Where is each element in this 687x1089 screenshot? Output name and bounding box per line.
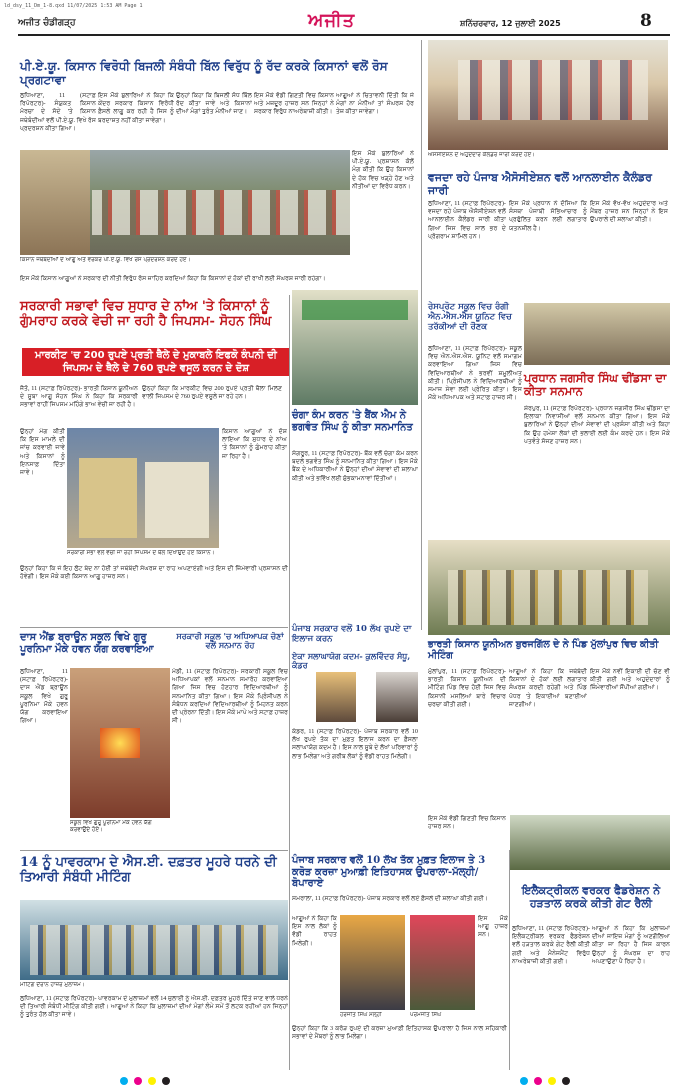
body-bku-4: ਇਸ ਮੌਕੇ ਵੱਡੀ ਗਿਣਤੀ ਵਿਚ ਕਿਸਾਨ ਹਾਜ਼ਰ ਸਨ। — [428, 815, 506, 831]
headline-gypsum: ਸਰਕਾਰੀ ਸਭਾਵਾਂ ਵਿਚ ਸੁਧਾਰ ਦੇ ਨਾਂਅ 'ਤੇ ਕਿਸਾਨਾਂ ਨੂੰ ਗੁੰਮਰਾਹ ਕਰਕੇ ਵੇਚੀ ਜਾ ਰਹੀ ਹੈ ਜਿਪਸਮ- ਸੋਹਨ ਸਿੰਘ — [20, 299, 272, 329]
headline-bku-meeting: ਭਾਰਤੀ ਕਿਸਾਨ ਯੂਨੀਅਨ ਬੁਰਜਗਿੱਲ ਦੇ ਨੇ ਪਿੰਡ ਮੁੱਲਾਂਪੁਰ ਵਿਚ ਕੀਤੀ ਮੀਟਿੰਗ — [428, 639, 659, 661]
body-calendar-1: ਲੁਧਿਆਣਾ, 11 (ਸਟਾਫ਼ ਰਿਪੋਰਟਰ)- ਵਜਦਾ ਰਹੇ ਪੰਜਾਬ ਐਸੋਸੀਏਸ਼ਨ ਵਲੋਂ ਆਨਲਾਈਨ ਕੈਲੰਡਰ ਜਾਰੀ ਕੀਤਾ ਗਿਆ ਜਿਸ ਵਿਚ ਸਾਲ ਭਰ ਦੇ ਪ੍ਰੋਗਰਾਮ ਸ਼ਾਮਿਲ ਹਨ। — [428, 200, 506, 240]
body-free-treatment-1: ਆਗੂਆਂ ਨੇ ਕਿਹਾ ਕਿ ਇਸ ਨਾਲ ਲੋਕਾਂ ਨੂੰ ਵੱਡੀ ਰਾਹਤ ਮਿਲੇਗੀ। — [292, 915, 337, 947]
caption-calendar: ਐਸੋਸੀਏਸ਼ਨ ਦੇ ਅਹੁਦੇਦਾਰ ਕੈਲੰਡਰ ਜਾਰੀ ਕਰਦੇ ਹੋਏ। — [428, 152, 535, 158]
headline-treatment: ਪੰਜਾਬ ਸਰਕਾਰ ਵਲੋਂ 10 ਲੱਖ ਰੁਪਏ ਦਾ ਇਲਾਜ ਕਰਨ — [292, 624, 412, 644]
body-school-honor: ਮੰਡੀ, 11 (ਸਟਾਫ਼ ਰਿਪੋਰਟਰ)- ਸਰਕਾਰੀ ਸਕੂਲ ਵਿਚ ਅਧਿਆਪਕਾਂ ਵਲੋਂ ਸਨਮਾਨ ਸਮਾਰੋਹ ਕਰਵਾਇਆ ਗਿਆ ਜਿਸ ਵਿਚ ਹੋਣਹਾਰ ਵਿਦਿਆਰਥੀਆਂ ਨੂੰ ਸਨਮਾਨਿਤ ਕੀਤਾ ਗਿਆ। ਇਸ ਮੌਕੇ ਪ੍ਰਿੰਸੀਪਲ ਨੇ ਸੰਬੋਧਨ ਕਰਦਿਆਂ ਵਿਦਿਆਰਥੀਆਂ ਨੂੰ ਮਿਹਨਤ ਕਰਨ ਦੀ ਪ੍ਰੇਰਨਾ ਦਿੱਤੀ। ਇਸ ਮੌਕੇ ਮਾਪੇ ਅਤੇ ਸਟਾਫ਼ ਹਾਜ਼ਰ ਸੀ। — [172, 668, 288, 725]
headline-dhindsa: ਪ੍ਰਧਾਨ ਜਗਸੀਰ ਸਿੰਘ ਢੀਂਡਸਾ ਦਾ ਕੀਤਾ ਸਨਮਾਨ — [524, 371, 667, 399]
headline-calendar: ਵਜਦਾ ਰਹੇ ਪੰਜਾਬ ਐਸੋਸੀਏਸ਼ਨ ਵਲੋਂ ਆਨਲਾਈਨ ਕੈਲੰਡਰ ਜਾਰੀ — [428, 171, 652, 197]
photo-gypsum-bags — [67, 428, 219, 548]
body-powercom: ਲੁਧਿਆਣਾ, 11 (ਸਟਾਫ਼ ਰਿਪੋਰਟਰ)- ਪਾਵਰਕਾਮ ਦੇ ਮੁਲਾਜ਼ਮਾਂ ਵਲੋਂ 14 ਜੁਲਾਈ ਨੂੰ ਐਸ.ਈ. ਦਫ਼ਤਰ ਮੂਹਰੇ ਦਿੱਤੇ ਜਾਣ ਵਾਲੇ ਧਰਨੇ ਦੀ ਤਿਆਰੀ ਸੰਬੰਧੀ ਮੀਟਿੰਗ ਕੀਤੀ ਗਈ। ਆਗੂਆਂ ਨੇ ਕਿਹਾ ਕਿ ਮੁਲਾਜ਼ਮਾਂ ਦੀਆਂ ਮੰਗਾਂ ਲੰਮੇ ਸਮੇਂ ਤੋਂ ਲਟਕ ਰਹੀਆਂ ਹਨ ਜਿਨ੍ਹਾਂ ਨੂੰ ਤੁਰੰਤ ਹੱਲ ਕੀਤਾ ਜਾਵੇ। — [20, 995, 288, 1019]
caption-pau: ਕਿਸਾਨ ਜਥੇਬੰਦੀਆਂ ਦੇ ਆਗੂ ਅਤੇ ਵਰਕਰ ਪੀ.ਏ.ਯੂ. ਵਿਖੇ ਰੋਸ ਪ੍ਰਦਰਸ਼ਨ ਕਰਦੇ ਹੋਏ। — [20, 257, 191, 263]
cyan-mark — [120, 1077, 128, 1085]
magenta-mark-right — [534, 1077, 542, 1085]
caption-boparai: ਪਰਮਜੀਤ ਸਿੰਘ — [410, 1012, 442, 1018]
column-divider — [421, 40, 422, 630]
body-gypsum-5: ਉਨ੍ਹਾਂ ਕਿਹਾ ਕਿ ਜੇ ਇਹ ਲੁੱਟ ਬੰਦ ਨਾ ਹੋਈ ਤਾਂ ਜਥੇਬੰਦੀ ਸੰਘਰਸ਼ ਦਾ ਰਾਹ ਅਪਣਾਏਗੀ ਅਤੇ ਇਸ ਦੀ ਜ਼ਿੰਮੇਵਾਰੀ ਪ੍ਰਸ਼ਾਸਨ ਦੀ ਹੋਵੇਗੀ। ਇਸ ਮੌਕੇ ਕਈ ਕਿਸਾਨ ਆਗੂ ਹਾਜ਼ਰ ਸਨ। — [20, 565, 288, 581]
page-slug: ld_dsy_11_Dm_1-8.qxd 11/07/2025 1:53 AM Page 1 — [4, 3, 143, 9]
body-col-3: ਉਨ੍ਹਾਂ ਕਿਹਾ ਕਿ ਬਿਜਲੀ ਸੋਧ ਬਿੱਲ ਰੱਦ ਕੀਤਾ ਜਾਵੇ ਅਤੇ ਕਿਸਾਨਾਂ ਦੀਆਂ ਮੰਗਾਂ ਤੁਰੰਤ ਮੰਨੀਆਂ ਜਾਣ। — [176, 92, 252, 116]
photo-banner — [302, 300, 408, 320]
body-gypsum-1: ਜੈਤੋ, 11 (ਸਟਾਫ਼ ਰਿਪੋਰਟਰ)- ਭਾਰਤੀ ਕਿਸਾਨ ਯੂਨੀਅਨ ਦੇ ਸੂਬਾ ਆਗੂ ਸੋਹਨ ਸਿੰਘ ਨੇ ਕਿਹਾ ਕਿ ਸਰਕਾਰੀ ਸਭਾਵਾਂ ਰਾਹੀਂ ਜਿਪਸਮ ਮਹਿੰਗੇ ਭਾਅ ਵੇਚੀ ਜਾ ਰਹੀ ਹੈ। — [20, 385, 138, 409]
photo-calendar-release — [428, 40, 668, 150]
body-col-5: ਆਗੂਆਂ ਨੇ ਚਿਤਾਵਨੀ ਦਿੱਤੀ ਕਿ ਜੇ ਮੰਗਾਂ ਨਾ ਮੰਨੀਆਂ ਤਾਂ ਸੰਘਰਸ਼ ਹੋਰ ਤੇਜ਼ ਕੀਤਾ ਜਾਵੇਗਾ। — [336, 92, 414, 116]
body-col-6: ਇਸ ਮੌਕੇ ਬੁਲਾਰਿਆਂ ਨੇ ਪੀ.ਏ.ਯੂ. ਪ੍ਰਸ਼ਾਸਨ ਕੋਲੋਂ ਮੰਗ ਕੀਤੀ ਕਿ ਉਹ ਕਿਸਾਨਾਂ ਦੇ ਹੱਕ ਵਿਚ ਖੜ੍ਹੇ ਹੋਣ ਅਤੇ ਨੀਤੀਆਂ ਦਾ ਵਿਰੋਧ ਕਰਨ। — [352, 150, 414, 190]
photo-portrait-1 — [316, 672, 356, 722]
photo-dhindsa-honor — [428, 540, 670, 635]
column-divider-left — [289, 295, 290, 1070]
photo-portrait-2 — [376, 672, 418, 722]
photo-boparai — [410, 915, 475, 1010]
body-gate-rally-2: ਆਗੂਆਂ ਨੇ ਕਿਹਾ ਕਿ ਮੁਲਾਜ਼ਮਾਂ ਦੀਆਂ ਜਾਇਜ਼ ਮੰਗਾਂ ਨੂੰ ਅਣਗੌਲਿਆ ਕੀਤਾ ਜਾ ਰਿਹਾ ਹੈ ਜਿਸ ਕਾਰਨ ਉਨ੍ਹਾਂ ਨੂੰ ਸੰਘਰਸ਼ ਦਾ ਰਾਹ ਅਪਣਾਉਣਾ ਪੈ ਰਿਹਾ ਹੈ। — [592, 925, 670, 965]
photo-bank-award — [292, 290, 418, 405]
photo-group — [448, 570, 648, 625]
photo-pau-protest — [20, 150, 350, 255]
body-havan-1: ਲੁਧਿਆਣਾ, 11 (ਸਟਾਫ਼ ਰਿਪੋਰਟਰ)- ਦਾਸ ਐਂਡ ਬ੍ਰਾਊਨ ਸਕੂਲ ਵਿਖੇ ਗੁਰੂ ਪੂਰਨਿਮਾ ਮੌਕੇ ਹਵਨ ਯੱਗ ਕਰਵਾਇਆ ਗਿਆ। — [20, 668, 68, 725]
body-free-treatment-3: ਉਨ੍ਹਾਂ ਕਿਹਾ ਕਿ 3 ਕਰੋੜ ਰੁਪਏ ਦੀ ਕਰਜ਼ਾ ਮੁਆਫ਼ੀ ਇਤਿਹਾਸਕ ਉਪਰਾਲਾ ਹੈ ਜਿਸ ਨਾਲ ਸਹਿਕਾਰੀ ਸਭਾਵਾਂ ਦੇ ਮੈਂਬਰਾਂ ਨੂੰ ਲਾਭ ਮਿਲੇਗਾ। — [292, 1025, 507, 1041]
photo-crowd — [92, 190, 350, 235]
photo-powercom — [20, 900, 288, 980]
headline-nss: ਰੇਸਪ੍ਰੋਟ ਸਕੂਲ ਵਿਚ ਰੰਗੀ ਐਨ.ਐਸ.ਐਸ ਯੂਨਿਟ ਵਿਚ ਤਰੱਕੀਆਂ ਦੀ ਰੌਣਕ — [428, 302, 512, 332]
headline-gate-rally: ਇਲੈਕਟ੍ਰੀਕਲ ਵਰਕਰ ਫੈਡਰੇਸ਼ਨ ਨੇ ਹੜਤਾਲ ਕਰਕੇ ਕੀਤੀ ਗੇਟ ਰੈਲੀ — [521, 884, 661, 910]
band-gypsum: ਮਾਰਕੀਟ 'ਚ 200 ਰੁਪਏ ਪ੍ਰਤੀ ਥੈਲੇ ਦੇ ਮੁਕਾਬਲੇ ਇਫਕੋ ਕੰਪਨੀ ਦੀ ਜਿਪਸਮ ਦੇ ਥੈਲੇ ਦੇ 760 ਰੁਪਏ ਵਸੂਲ ਕਰਨ ਦੇ ਦੋਸ਼ — [22, 348, 290, 376]
body-gate-rally-1: ਲੁਧਿਆਣਾ, 11 (ਸਟਾਫ਼ ਰਿਪੋਰਟਰ)- ਇਲੈਕਟ੍ਰੀਕਲ ਵਰਕਰ ਫੈਡਰੇਸ਼ਨ ਵਲੋਂ ਹੜਤਾਲ ਕਰਕੇ ਗੇਟ ਰੈਲੀ ਕੀਤੀ ਗਈ ਅਤੇ ਮੈਨੇਜਮੈਂਟ ਵਿਰੁੱਧ ਨਾਅਰੇਬਾਜ਼ੀ ਕੀਤੀ ਗਈ। — [512, 925, 590, 965]
masthead-date: ਸ਼ਨਿੱਚਰਵਾਰ, 12 ਜੁਲਾਈ 2025 — [460, 19, 561, 28]
photo-workers — [30, 925, 278, 975]
caption-malhi: ਹਰਜੀਤ ਸਿੰਘ ਮੱਲ੍ਹੀ — [340, 1012, 382, 1018]
headline-powercom: 14 ਨੂੰ ਪਾਵਰਕਾਮ ਦੇ ਐਸ.ਈ. ਦਫ਼ਤਰ ਮੂਹਰੇ ਧਰਨੇ ਦੀ ਤਿਆਰੀ ਸੰਬੰਧੀ ਮੀਟਿੰਗ — [20, 855, 277, 885]
divider-bottom-left — [20, 850, 288, 851]
headline-havan: ਦਾਸ ਐਂਡ ਬ੍ਰਾਊਨ ਸਕੂਲ ਵਿਖੇ ਗੁਰੂ ਪੂਰਨਿਮਾ ਮੌਕੇ ਹਵਨ ਯੱਗ ਕਰਵਾਇਆ — [20, 632, 154, 655]
photo-fire — [100, 728, 140, 758]
body-treatment: ਕੰਡਰ, 11 (ਸਟਾਫ਼ ਰਿਪੋਰਟਰ)- ਪੰਜਾਬ ਸਰਕਾਰ ਵਲੋਂ 10 ਲੱਖ ਰੁਪਏ ਤੱਕ ਦਾ ਮੁਫ਼ਤ ਇਲਾਜ ਕਰਨ ਦਾ ਫ਼ੈਸਲਾ ਸਲਾਘਾਯੋਗ ਕਦਮ ਹੈ। ਇਸ ਨਾਲ ਸੂਬੇ ਦੇ ਲੱਖਾਂ ਪਰਿਵਾਰਾਂ ਨੂੰ ਲਾਭ ਮਿਲੇਗਾ ਅਤੇ ਗਰੀਬ ਲੋਕਾਂ ਨੂੰ ਵੱਡੀ ਰਾਹਤ ਮਿਲੇਗੀ। — [292, 728, 418, 760]
caption-powercom: ਮੀਟਿੰਗ ਦੌਰਾਨ ਹਾਜ਼ਰ ਮੁਲਾਜ਼ਮ। — [20, 982, 85, 988]
magenta-mark — [134, 1077, 142, 1085]
yellow-mark — [148, 1077, 156, 1085]
masthead-rule — [18, 34, 670, 36]
body-bku-1: ਮੁੱਲਾਂਪੁਰ, 11 (ਸਟਾਫ਼ ਰਿਪੋਰਟਰ)- ਭਾਰਤੀ ਕਿਸਾਨ ਯੂਨੀਅਨ ਦੀ ਮੀਟਿੰਗ ਪਿੰਡ ਵਿਚ ਹੋਈ ਜਿਸ ਵਿਚ ਕਿਸਾਨੀ ਮਸਲਿਆਂ ਬਾਰੇ ਵਿਚਾਰ ਚਰਚਾ ਕੀਤੀ ਗਈ। — [428, 668, 506, 708]
photo-bku-meeting — [510, 815, 670, 870]
black-mark — [162, 1077, 170, 1085]
photo-nss — [524, 303, 670, 365]
photo-people — [458, 60, 648, 120]
body-free-treatment-2: ਇਸ ਮੌਕੇ ਆਗੂ ਹਾਜ਼ਰ ਸਨ। — [478, 915, 508, 939]
headline-school-honor: ਸਰਕਾਰੀ ਸਕੂਲ 'ਚ ਅਧਿਆਪਕ ਚੋਣਾਂ ਵਲੋਂ ਸਨਮਾਨ ਰੋਹ — [176, 631, 284, 651]
body-col-1: ਲੁਧਿਆਣਾ, 11 (ਸਟਾਫ਼ ਰਿਪੋਰਟਰ)- ਸੰਯੁਕਤ ਕਿਸਾਨ ਮੋਰਚਾ ਦੇ ਸੱਦੇ 'ਤੇ ਕਿਸਾਨ ਜਥੇਬੰਦੀਆਂ ਵਲੋਂ ਪੀ.ਏ.ਯੂ. ਵਿਖੇ ਰੋਸ ਪ੍ਰਦਰਸ਼ਨ ਕੀਤਾ ਗਿਆ। — [20, 92, 96, 132]
headline-bank-award: ਚੰਗਾ ਕੰਮ ਕਰਨ 'ਤੇ ਬੈਂਕ ਐਮ ਨੇ ਭਗਵੰਤ ਸਿੰਘ ਨੂੰ ਕੀਤਾ ਸਨਮਾਨਿਤ — [292, 410, 413, 433]
caption-havan: ਸਕੂਲ ਵਿਖੇ ਗੁਰੂ ਪੂਰਨਿਮਾ ਮੌਕੇ ਹਵਨ ਯੱਗ ਕਰਵਾਉਂਦੇ ਹੋਏ। — [70, 820, 152, 833]
subhead-treatment: ਏਕਾ ਸਲਾਘਾਯੋਗ ਕਦਮ- ਕੁਲਵਿੰਦਰ ਸੰਧੂ, ਕੰਡਰ — [292, 651, 411, 671]
photo-havan — [70, 668, 170, 818]
masthead-title: ਅਜੀਤ — [308, 10, 356, 31]
body-calendar-3: ਇਸ ਮੌਕੇ ਵੱਖ-ਵੱਖ ਅਹੁਦੇਦਾਰ ਅਤੇ ਮੈਂਬਰ ਹਾਜ਼ਰ ਸਨ ਜਿਨ੍ਹਾਂ ਨੇ ਇਸ ਉਪਰਾਲੇ ਦੀ ਸ਼ਲਾਘਾ ਕੀਤੀ। — [590, 200, 668, 224]
black-mark-right — [562, 1077, 570, 1085]
cyan-mark-right — [520, 1077, 528, 1085]
body-col-2: ਇਸ ਮੌਕੇ ਬੁਲਾਰਿਆਂ ਨੇ ਕਿਹਾ ਕਿ ਕੇਂਦਰ ਸਰਕਾਰ ਕਿਸਾਨ ਵਿਰੋਧੀ ਫ਼ੈਸਲੇ ਲਾਗੂ ਕਰ ਰਹੀ ਹੈ ਜਿਸ ਨੂੰ ਬਰਦਾਸ਼ਤ ਨਹੀਂ ਕੀਤਾ ਜਾਵੇਗਾ। — [98, 92, 174, 124]
photo-malhi — [340, 915, 405, 1010]
body-pau-continued: ਇਸ ਮੌਕੇ ਕਿਸਾਨ ਆਗੂਆਂ ਨੇ ਸਰਕਾਰ ਦੀ ਨੀਤੀ ਵਿਰੁੱਧ ਰੋਸ ਜ਼ਾਹਿਰ ਕਰਦਿਆਂ ਕਿਹਾ ਕਿ ਕਿਸਾਨਾਂ ਦੇ ਹੱਕਾਂ ਦੀ ਰਾਖੀ ਲਈ ਸੰਘਰਸ਼ ਜਾਰੀ ਰਹੇਗਾ। — [20, 275, 326, 282]
caption-gypsum: ਸਰਕਾਰੀ ਸਭਾ ਵਲੋਂ ਵੇਚੀ ਜਾ ਰਹੀ ਜਿਪਸਮ ਦੇ ਥੈਲੇ ਦਿਖਾਉਂਦੇ ਹੋਏ ਕਿਸਾਨ। — [67, 550, 215, 556]
body-bank-award: ਸੰਗਰੂਰ, 11 (ਸਟਾਫ਼ ਰਿਪੋਰਟਰ)- ਬੈਂਕ ਵਲੋਂ ਚੰਗਾ ਕੰਮ ਕਰਨ ਬਦਲੇ ਭਗਵੰਤ ਸਿੰਘ ਨੂੰ ਸਨਮਾਨਿਤ ਕੀਤਾ ਗਿਆ। ਇਸ ਮੌਕੇ ਬੈਂਕ ਦੇ ਅਧਿਕਾਰੀਆਂ ਨੇ ਉਨ੍ਹਾਂ ਦੀਆਂ ਸੇਵਾਵਾਂ ਦੀ ਸ਼ਲਾਘਾ ਕੀਤੀ ਅਤੇ ਭਵਿੱਖ ਲਈ ਸ਼ੁੱਭਕਾਮਨਾਵਾਂ ਦਿੱਤੀਆਂ। — [292, 450, 418, 482]
body-bku-3: ਇਸ ਮੌਕੇ ਨਵੀਂ ਇਕਾਈ ਦੀ ਚੋਣ ਵੀ ਕੀਤੀ ਗਈ ਅਤੇ ਅਹੁਦੇਦਾਰਾਂ ਨੂੰ ਜ਼ਿੰਮੇਵਾਰੀਆਂ ਸੌਂਪੀਆਂ ਗਈਆਂ। — [590, 668, 670, 692]
divider-left — [20, 627, 288, 628]
column-divider-bottom — [509, 850, 510, 1070]
photo-bag-left — [79, 458, 137, 538]
body-dhindsa: ਸ਼ੇਰਪੁਰ, 11 (ਸਟਾਫ਼ ਰਿਪੋਰਟਰ)- ਪ੍ਰਧਾਨ ਜਗਸੀਰ ਸਿੰਘ ਢੀਂਡਸਾ ਦਾ ਇਲਾਕਾ ਨਿਵਾਸੀਆਂ ਵਲੋਂ ਸਨਮਾਨ ਕੀਤਾ ਗਿਆ। ਇਸ ਮੌਕੇ ਬੁਲਾਰਿਆਂ ਨੇ ਉਨ੍ਹਾਂ ਦੀਆਂ ਸੇਵਾਵਾਂ ਦੀ ਪ੍ਰਸ਼ੰਸਾ ਕੀਤੀ ਅਤੇ ਕਿਹਾ ਕਿ ਉਹ ਹਮੇਸ਼ਾ ਲੋਕਾਂ ਦੀ ਭਲਾਈ ਲਈ ਕੰਮ ਕਰਦੇ ਹਨ। ਇਸ ਮੌਕੇ ਪਤਵੰਤੇ ਸੱਜਣ ਹਾਜ਼ਰ ਸਨ। — [524, 405, 670, 445]
yellow-mark-right — [548, 1077, 556, 1085]
page-number: 8 — [640, 11, 652, 31]
body-gypsum-2: ਉਨ੍ਹਾਂ ਕਿਹਾ ਕਿ ਮਾਰਕੀਟ ਵਿਚ 200 ਰੁਪਏ ਪ੍ਰਤੀ ਥੈਲਾ ਮਿਲਣ ਵਾਲੀ ਜਿਪਸਮ ਦੇ 760 ਰੁਪਏ ਵਸੂਲੇ ਜਾ ਰਹੇ ਹਨ। — [142, 385, 282, 401]
body-calendar-2: ਇਸ ਮੌਕੇ ਪ੍ਰਧਾਨ ਨੇ ਦੱਸਿਆ ਕਿ ਸੰਸਥਾ ਪੰਜਾਬੀ ਸੱਭਿਆਚਾਰ ਨੂੰ ਪ੍ਰਫੁੱਲਿਤ ਕਰਨ ਲਈ ਲਗਾਤਾਰ ਯਤਨਸ਼ੀਲ ਹੈ। — [509, 200, 587, 232]
body-free-treatment-lead: ਸਮਰਾਲਾ, 11 (ਸਟਾਫ਼ ਰਿਪੋਰਟਰ)- ਪੰਜਾਬ ਸਰਕਾਰ ਵਲੋਂ ਲਏ ਫ਼ੈਸਲੇ ਦੀ ਸ਼ਲਾਘਾ ਕੀਤੀ ਗਈ। — [292, 895, 489, 902]
body-nss: ਲੁਧਿਆਣਾ, 11 (ਸਟਾਫ਼ ਰਿਪੋਰਟਰ)- ਸਕੂਲ ਵਿਚ ਐਨ.ਐਸ.ਐਸ. ਯੂਨਿਟ ਵਲੋਂ ਸਮਾਗਮ ਕਰਵਾਇਆ ਗਿਆ ਜਿਸ ਵਿਚ ਵਿਦਿਆਰਥੀਆਂ ਨੇ ਭਰਵੀਂ ਸ਼ਮੂਲੀਅਤ ਕੀਤੀ। ਪ੍ਰਿੰਸੀਪਲ ਨੇ ਵਿਦਿਆਰਥੀਆਂ ਨੂੰ ਸਮਾਜ ਸੇਵਾ ਲਈ ਪ੍ਰੇਰਿਤ ਕੀਤਾ। ਇਸ ਮੌਕੇ ਅਧਿਆਪਕ ਅਤੇ ਸਟਾਫ਼ ਹਾਜ਼ਰ ਸੀ। — [428, 345, 522, 402]
headline-free-treatment: ਪੰਜਾਬ ਸਰਕਾਰ ਵਲੋਂ 10 ਲੱਖ ਤੱਕ ਮੁਫ਼ਤ ਇਲਾਜ ਤੇ 3 ਕਰੋੜ ਕਰਜ਼ਾ ਮੁਆਫ਼ੀ ਇਤਿਹਾਸਕ ਉਪਰਾਲਾ-ਮੱਲ੍ਹੀ/ਬੋਪਾਰਾਏ — [292, 855, 486, 889]
photo-inset-speaker — [20, 150, 90, 255]
body-col-4: ਇਸ ਮੌਕੇ ਵੱਡੀ ਗਿਣਤੀ ਵਿਚ ਕਿਸਾਨ ਅਤੇ ਮਜ਼ਦੂਰ ਹਾਜ਼ਰ ਸਨ ਜਿਨ੍ਹਾਂ ਨੇ ਸਰਕਾਰ ਵਿਰੁੱਧ ਨਾਅਰੇਬਾਜ਼ੀ ਕੀਤੀ। — [254, 92, 334, 116]
body-bku-2: ਆਗੂਆਂ ਨੇ ਕਿਹਾ ਕਿ ਜਥੇਬੰਦੀ ਕਿਸਾਨਾਂ ਦੇ ਹੱਕਾਂ ਲਈ ਲਗਾਤਾਰ ਸੰਘਰਸ਼ ਕਰਦੀ ਰਹੇਗੀ ਅਤੇ ਪਿੰਡ ਪੱਧਰ 'ਤੇ ਇਕਾਈਆਂ ਬਣਾਈਆਂ ਜਾਣਗੀਆਂ। — [509, 668, 587, 708]
edition-label: ਅਜੀਤ ਚੰਡੀਗੜ੍ਹ — [18, 18, 76, 28]
body-gypsum-4: ਕਿਸਾਨ ਆਗੂਆਂ ਨੇ ਦੋਸ਼ ਲਾਇਆ ਕਿ ਸੁਧਾਰ ਦੇ ਨਾਂਅ 'ਤੇ ਕਿਸਾਨਾਂ ਨੂੰ ਗੁੰਮਰਾਹ ਕੀਤਾ ਜਾ ਰਿਹਾ ਹੈ। — [222, 428, 287, 460]
headline-pau: ਪੀ.ਏ.ਯੂ. ਕਿਸਾਨ ਵਿਰੋਧੀ ਬਿਜਲੀ ਸੰਬੰਧੀ ਬਿੱਲ ਵਿਰੁੱਧ ਨੂੰ ਰੱਦ ਕਰਕੇ ਕਿਸਾਨਾਂ ਵਲੋਂ ਰੋਸ ਪ੍ਰਗਟਾਵਾ — [20, 59, 388, 87]
body-gypsum-3: ਉਨ੍ਹਾਂ ਮੰਗ ਕੀਤੀ ਕਿ ਇਸ ਮਾਮਲੇ ਦੀ ਜਾਂਚ ਕਰਵਾਈ ਜਾਵੇ ਅਤੇ ਕਿਸਾਨਾਂ ਨੂੰ ਇਨਸਾਫ਼ ਦਿੱਤਾ ਜਾਵੇ। — [20, 428, 65, 477]
photo-bag-right — [145, 462, 209, 538]
